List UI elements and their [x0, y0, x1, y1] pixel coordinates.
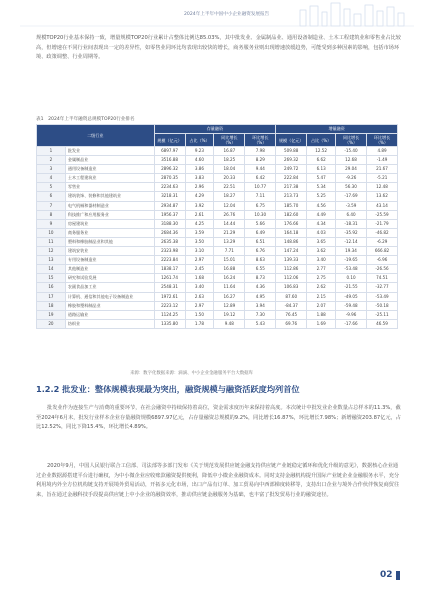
row-value-cell: -53.48 [336, 265, 367, 274]
row-value-cell: 2.15 [307, 292, 336, 301]
row-value-cell: 176.66 [276, 219, 307, 228]
row-value-cell: 2223.12 [154, 301, 185, 310]
row-value-cell: 2896.32 [154, 165, 185, 174]
row-rank: 11 [37, 237, 66, 246]
row-value-cell: 2.97 [185, 301, 214, 310]
row-value-cell: 3.10 [185, 247, 214, 256]
row-industry-name: 道路运输业 [65, 310, 154, 319]
row-industry-name: 建筑安装业 [65, 247, 154, 256]
row-value-cell: 5.34 [307, 183, 336, 192]
row-value-cell: -25.59 [367, 210, 398, 219]
row-value-cell: 18.25 [214, 156, 245, 165]
row-industry-name: 橡胶和塑料制品业 [65, 301, 154, 310]
row-value-cell: 112.86 [276, 265, 307, 274]
row-value-cell: 148.86 [276, 237, 307, 246]
table-row [37, 319, 398, 328]
table-body [37, 147, 398, 329]
row-value-cell: 13.62 [367, 192, 398, 201]
row-value-cell: 7.98 [245, 147, 276, 156]
row-value-cell: 16.88 [214, 265, 245, 274]
row-rank: 2 [37, 156, 66, 165]
table-row [37, 183, 398, 192]
row-value-cell: 147.24 [276, 247, 307, 256]
row-industry-name: 电气机械和器材制造业 [65, 201, 154, 210]
row-value-cell: 4.34 [307, 219, 336, 228]
row-value-cell: 7.71 [214, 247, 245, 256]
table-row [37, 174, 398, 183]
row-value-cell: 8.29 [245, 156, 276, 165]
header-increment-financing: 增量融资 [276, 125, 398, 134]
row-value-cell: 19.12 [214, 310, 245, 319]
row-value-cell: 11.64 [214, 283, 245, 292]
row-value-cell: -9.26 [336, 174, 367, 183]
row-value-cell: 18.04 [214, 165, 245, 174]
table-row [37, 156, 398, 165]
row-value-cell: -6.96 [367, 256, 398, 265]
column-header: 占比（%） [307, 134, 336, 147]
row-value-cell: 20.33 [214, 174, 245, 183]
row-value-cell: 16.27 [214, 292, 245, 301]
table-row [37, 274, 398, 283]
row-value-cell: -9.96 [336, 310, 367, 319]
row-value-cell: 2.45 [185, 265, 214, 274]
page-number: 02 [380, 570, 393, 580]
row-value-cell: 2684.36 [154, 228, 185, 237]
row-value-cell: 222.84 [276, 174, 307, 183]
row-value-cell: -15.40 [336, 147, 367, 156]
row-value-cell: 2548.31 [154, 283, 185, 292]
row-value-cell: -49.05 [336, 292, 367, 301]
row-value-cell: 6897.97 [154, 147, 185, 156]
row-value-cell: 74.51 [367, 274, 398, 283]
row-value-cell: 182.60 [276, 210, 307, 219]
row-industry-name: 纺织业 [65, 319, 154, 328]
row-value-cell: 185.70 [276, 201, 307, 210]
row-value-cell: 18.27 [214, 192, 245, 201]
row-value-cell: 9.23 [185, 147, 214, 156]
column-header: 同比增长（%） [336, 134, 367, 147]
row-value-cell: -5.21 [367, 174, 398, 183]
column-header: 占比（%） [185, 134, 214, 147]
row-value-cell: 509.88 [276, 147, 307, 156]
row-value-cell: 2.77 [307, 265, 336, 274]
row-rank: 6 [37, 192, 66, 201]
row-value-cell: 12.68 [336, 156, 367, 165]
row-value-cell: 666.82 [367, 247, 398, 256]
row-value-cell: 1956.37 [154, 210, 185, 219]
row-value-cell: 6.76 [245, 247, 276, 256]
row-value-cell: 69.76 [276, 319, 307, 328]
row-industry-name: 通用设备制造业 [65, 165, 154, 174]
row-value-cell: 7.11 [245, 192, 276, 201]
row-value-cell: 56.30 [336, 183, 367, 192]
row-value-cell: 139.33 [276, 256, 307, 265]
page-number-bar [396, 571, 400, 580]
row-value-cell: 8.63 [245, 256, 276, 265]
row-rank: 9 [37, 219, 66, 228]
row-value-cell: 2323.98 [154, 247, 185, 256]
row-rank: 13 [37, 256, 66, 265]
row-value-cell: 164.18 [276, 228, 307, 237]
row-industry-name: 土木工程建筑业 [65, 174, 154, 183]
row-value-cell: 4.36 [245, 283, 276, 292]
intro-paragraph: 规模TOP20行业基本保持一致，增量规模TOP20行业累计占整体比例达85.03%，其中批发业、金属制品业、通用设备制造业、土木工程建筑业和零售业占比较高，但增速在不同行业间表现出一定的差异性，如零售业同环比均表现出较快的增长，商务服务业则出现增速放缓趋势，可能受到多种因素的影响，包括市场环境、政策调整、行业周期等。 [36, 35, 401, 60]
row-value-cell: 1.50 [185, 310, 214, 319]
row-value-cell: 6.62 [307, 156, 336, 165]
row-rank: 5 [37, 183, 66, 192]
table-source-note: 来源：数字化数据来源：滴滴、中小企业金融服务平台大数据库 [130, 371, 253, 376]
row-value-cell: 4.60 [185, 156, 214, 165]
row-value-cell: -84.37 [276, 301, 307, 310]
table-row [37, 210, 398, 219]
running-header-title: 2024年上半年中国中小企业融资发展报告 [184, 12, 270, 17]
row-value-cell: 213.73 [276, 192, 307, 201]
row-value-cell: -17.66 [336, 319, 367, 328]
row-value-cell: 46.59 [367, 319, 398, 328]
row-value-cell: -21.55 [336, 283, 367, 292]
row-value-cell: 2.97 [185, 256, 214, 265]
row-value-cell: 112.06 [276, 274, 307, 283]
table-row [37, 265, 398, 274]
header-industry: 二级行业 [37, 125, 155, 147]
row-value-cell: 21.29 [214, 228, 245, 237]
row-value-cell: 9.44 [245, 165, 276, 174]
row-value-cell: 26.76 [214, 210, 245, 219]
row-value-cell: 3.40 [185, 283, 214, 292]
table-row [37, 310, 398, 319]
table-row [37, 228, 398, 237]
row-industry-name: 计算机、通信和其他电子设备制造业 [65, 292, 154, 301]
row-value-cell: 4.25 [185, 219, 214, 228]
row-industry-name: 科技推广和应用服务业 [65, 210, 154, 219]
row-rank: 12 [37, 247, 66, 256]
row-value-cell: 3.83 [185, 174, 214, 183]
row-value-cell: 16.87 [214, 147, 245, 156]
row-value-cell: 6.13 [307, 165, 336, 174]
row-value-cell: 1972.61 [154, 292, 185, 301]
table-row [37, 147, 398, 156]
column-header: 环比增长（%） [245, 134, 276, 147]
row-value-cell: 3.50 [185, 237, 214, 246]
row-value-cell: 29.04 [336, 165, 367, 174]
row-industry-name: 专用设备制造业 [65, 256, 154, 265]
column-header: 规模（亿元） [154, 134, 185, 147]
column-header: 环比增长（%） [367, 134, 398, 147]
section-heading: 1.2.2 批发业：整体规模表现最为突出，融资规模与融资活跃度均列首位 [36, 384, 300, 394]
row-industry-name: 零售业 [65, 183, 154, 192]
row-industry-name: 农副食品加工业 [65, 283, 154, 292]
row-industry-name: 其他制造业 [65, 265, 154, 274]
row-value-cell: 3.62 [307, 247, 336, 256]
row-industry-name: 商务服务业 [65, 228, 154, 237]
row-value-cell: 3.86 [185, 165, 214, 174]
row-value-cell: 15.01 [214, 256, 245, 265]
row-value-cell: 43.14 [367, 201, 398, 210]
row-value-cell: 4.89 [367, 147, 398, 156]
row-rank: 10 [37, 228, 66, 237]
table-row [37, 283, 398, 292]
row-value-cell: 6.49 [245, 228, 276, 237]
row-rank: 1 [37, 147, 66, 156]
row-value-cell: 2.07 [307, 301, 336, 310]
row-industry-name: 研究和试验发展 [65, 274, 154, 283]
row-value-cell: 6.55 [245, 265, 276, 274]
table-caption: 表1 2024年上半年融资总规模TOP20行业排名 [36, 117, 135, 122]
row-value-cell: 2635.38 [154, 237, 185, 246]
row-value-cell: 22.51 [214, 183, 245, 192]
row-value-cell: 2870.35 [154, 174, 185, 183]
row-value-cell: -25.11 [367, 310, 398, 319]
row-value-cell: 12.04 [214, 201, 245, 210]
row-industry-name: 建筑装饰、装修和其他建筑业 [65, 192, 154, 201]
row-value-cell: 249.72 [276, 165, 307, 174]
row-value-cell: 2234.63 [154, 183, 185, 192]
row-value-cell: -26.56 [367, 265, 398, 274]
row-value-cell: -32.77 [367, 283, 398, 292]
row-value-cell: 5.25 [307, 192, 336, 201]
row-industry-name: 批发业 [65, 147, 154, 156]
row-value-cell: 4.56 [307, 201, 336, 210]
row-value-cell: 6.40 [336, 210, 367, 219]
row-value-cell: -59.48 [336, 301, 367, 310]
row-value-cell: -3.59 [336, 201, 367, 210]
row-value-cell: 6.42 [245, 174, 276, 183]
row-value-cell: 12.89 [214, 301, 245, 310]
row-value-cell: -21.79 [367, 219, 398, 228]
row-value-cell: 4.49 [307, 210, 336, 219]
row-value-cell: 3516.88 [154, 156, 185, 165]
row-value-cell: 3218.31 [154, 192, 185, 201]
table-row [37, 292, 398, 301]
row-value-cell: 12.52 [307, 147, 336, 156]
row-value-cell: 2.62 [307, 283, 336, 292]
table-row [37, 247, 398, 256]
row-value-cell: 87.60 [276, 292, 307, 301]
row-value-cell: 9.48 [214, 319, 245, 328]
row-value-cell: 6.51 [245, 237, 276, 246]
row-value-cell: 3.40 [307, 256, 336, 265]
row-value-cell: 1.68 [185, 274, 214, 283]
row-value-cell: -53.49 [367, 292, 398, 301]
body-paragraph-1: 批发业作为连接生产与消费的重要环节，在社会融资中持续保持着高位，资金需求度历年来保持着高度。本次统计中批发业企业数量占总样本的11.3%，截至2024年6月末，批发行业样本企业存量融资规模6897.97亿元，占存量融资总规模的9.2%，同比增长16.87%，环比增长7.98%；新增融资203.87亿元，占比12.52%，同比下降15.4%，环比增长4.89%。 [36, 405, 401, 430]
table-row [37, 219, 398, 228]
row-value-cell: 19.34 [336, 247, 367, 256]
table-row [37, 301, 398, 310]
row-value-cell: 1.78 [185, 319, 214, 328]
row-value-cell: 8.73 [245, 274, 276, 283]
row-value-cell: 1.69 [307, 319, 336, 328]
header-stock-financing: 存量融资 [154, 125, 276, 134]
row-value-cell: -1.49 [367, 156, 398, 165]
row-rank: 15 [37, 274, 66, 283]
row-rank: 18 [37, 301, 66, 310]
row-value-cell: 2.61 [185, 210, 214, 219]
column-header: 规模（亿元） [276, 134, 307, 147]
row-value-cell: 2.63 [185, 292, 214, 301]
row-value-cell: 269.32 [276, 156, 307, 165]
row-value-cell: 2223.84 [154, 256, 185, 265]
row-value-cell: 2.96 [185, 183, 214, 192]
row-value-cell: 3.59 [185, 228, 214, 237]
row-value-cell: 16.24 [214, 274, 245, 283]
row-rank: 4 [37, 174, 66, 183]
row-value-cell: 2.75 [307, 274, 336, 283]
row-rank: 7 [37, 201, 66, 210]
row-value-cell: 3.92 [185, 201, 214, 210]
row-value-cell: 5.47 [307, 174, 336, 183]
row-value-cell: 10.30 [245, 210, 276, 219]
row-value-cell: 1838.17 [154, 265, 185, 274]
row-value-cell: 10.77 [245, 183, 276, 192]
row-rank: 16 [37, 283, 66, 292]
row-value-cell: 1261.74 [154, 274, 185, 283]
row-value-cell: 5.43 [245, 319, 276, 328]
table-row [37, 201, 398, 210]
row-value-cell: 1335.80 [154, 319, 185, 328]
row-value-cell: -35.92 [336, 228, 367, 237]
row-value-cell: 3.94 [245, 301, 276, 310]
row-industry-name: 房屋建筑业 [65, 219, 154, 228]
row-value-cell: 217.38 [276, 183, 307, 192]
row-value-cell: 1124.25 [154, 310, 185, 319]
row-value-cell: -17.69 [336, 192, 367, 201]
row-value-cell: 14.44 [214, 219, 245, 228]
column-header: 同比增长（%） [214, 134, 245, 147]
row-rank: 17 [37, 292, 66, 301]
row-value-cell: 1.88 [307, 310, 336, 319]
row-value-cell: -19.65 [336, 256, 367, 265]
row-value-cell: -12.14 [336, 237, 367, 246]
row-value-cell: 21.67 [367, 165, 398, 174]
row-rank: 3 [37, 165, 66, 174]
row-rank: 8 [37, 210, 66, 219]
row-value-cell: -46.82 [367, 228, 398, 237]
table-row [37, 165, 398, 174]
body-paragraph-2: 2020年9月，中国人民银行联合工信部、司法部等多部门发布《关于规范发展供应链金融支持供应链产业链稳定循环和优化升级的意见》，数据核心企业通过企业数据源搭建平台进行确权，为中小微企业应收账款融资提供便利，降低中小微企业融资成本。同时支持金融机构提升国际产业链企业金融服务水平，充分利用境内外全方位机构链支持开展境外贸易活动，开拓多元化市场，出口产品有订单、加工贸易向中西部梯度转移等，支持出口企业与境外合作伙伴恢复商贸往来，旨在通过金融科技手段提高供应链上中小企业的融资效率，推动供应链金融服务为基础，也丰富了批发贸易行业的融资途径。 [36, 463, 400, 498]
row-rank: 14 [37, 265, 66, 274]
row-value-cell: -18.31 [336, 219, 367, 228]
row-value-cell: 3188.30 [154, 219, 185, 228]
row-value-cell: 4.95 [245, 292, 276, 301]
row-value-cell: 106.83 [276, 283, 307, 292]
table-row [37, 192, 398, 201]
row-value-cell: 4.29 [185, 192, 214, 201]
row-value-cell: 2934.87 [154, 201, 185, 210]
row-value-cell: 5.66 [245, 219, 276, 228]
row-value-cell: -6.29 [367, 237, 398, 246]
row-value-cell: 6.75 [245, 201, 276, 210]
row-value-cell: 7.30 [245, 310, 276, 319]
row-value-cell: 4.03 [307, 228, 336, 237]
industry-financing-table [36, 124, 398, 329]
row-value-cell: 0.10 [336, 274, 367, 283]
row-value-cell: 3.65 [307, 237, 336, 246]
row-value-cell: 13.29 [214, 237, 245, 246]
row-value-cell: 12.48 [367, 183, 398, 192]
row-rank: 19 [37, 310, 66, 319]
table-row [37, 256, 398, 265]
row-value-cell: -50.18 [367, 301, 398, 310]
row-industry-name: 金属制品业 [65, 156, 154, 165]
row-rank: 20 [37, 319, 66, 328]
row-industry-name: 塑料和橡胶制品业和其他 [65, 237, 154, 246]
table-row [37, 237, 398, 246]
row-value-cell: 76.45 [276, 310, 307, 319]
